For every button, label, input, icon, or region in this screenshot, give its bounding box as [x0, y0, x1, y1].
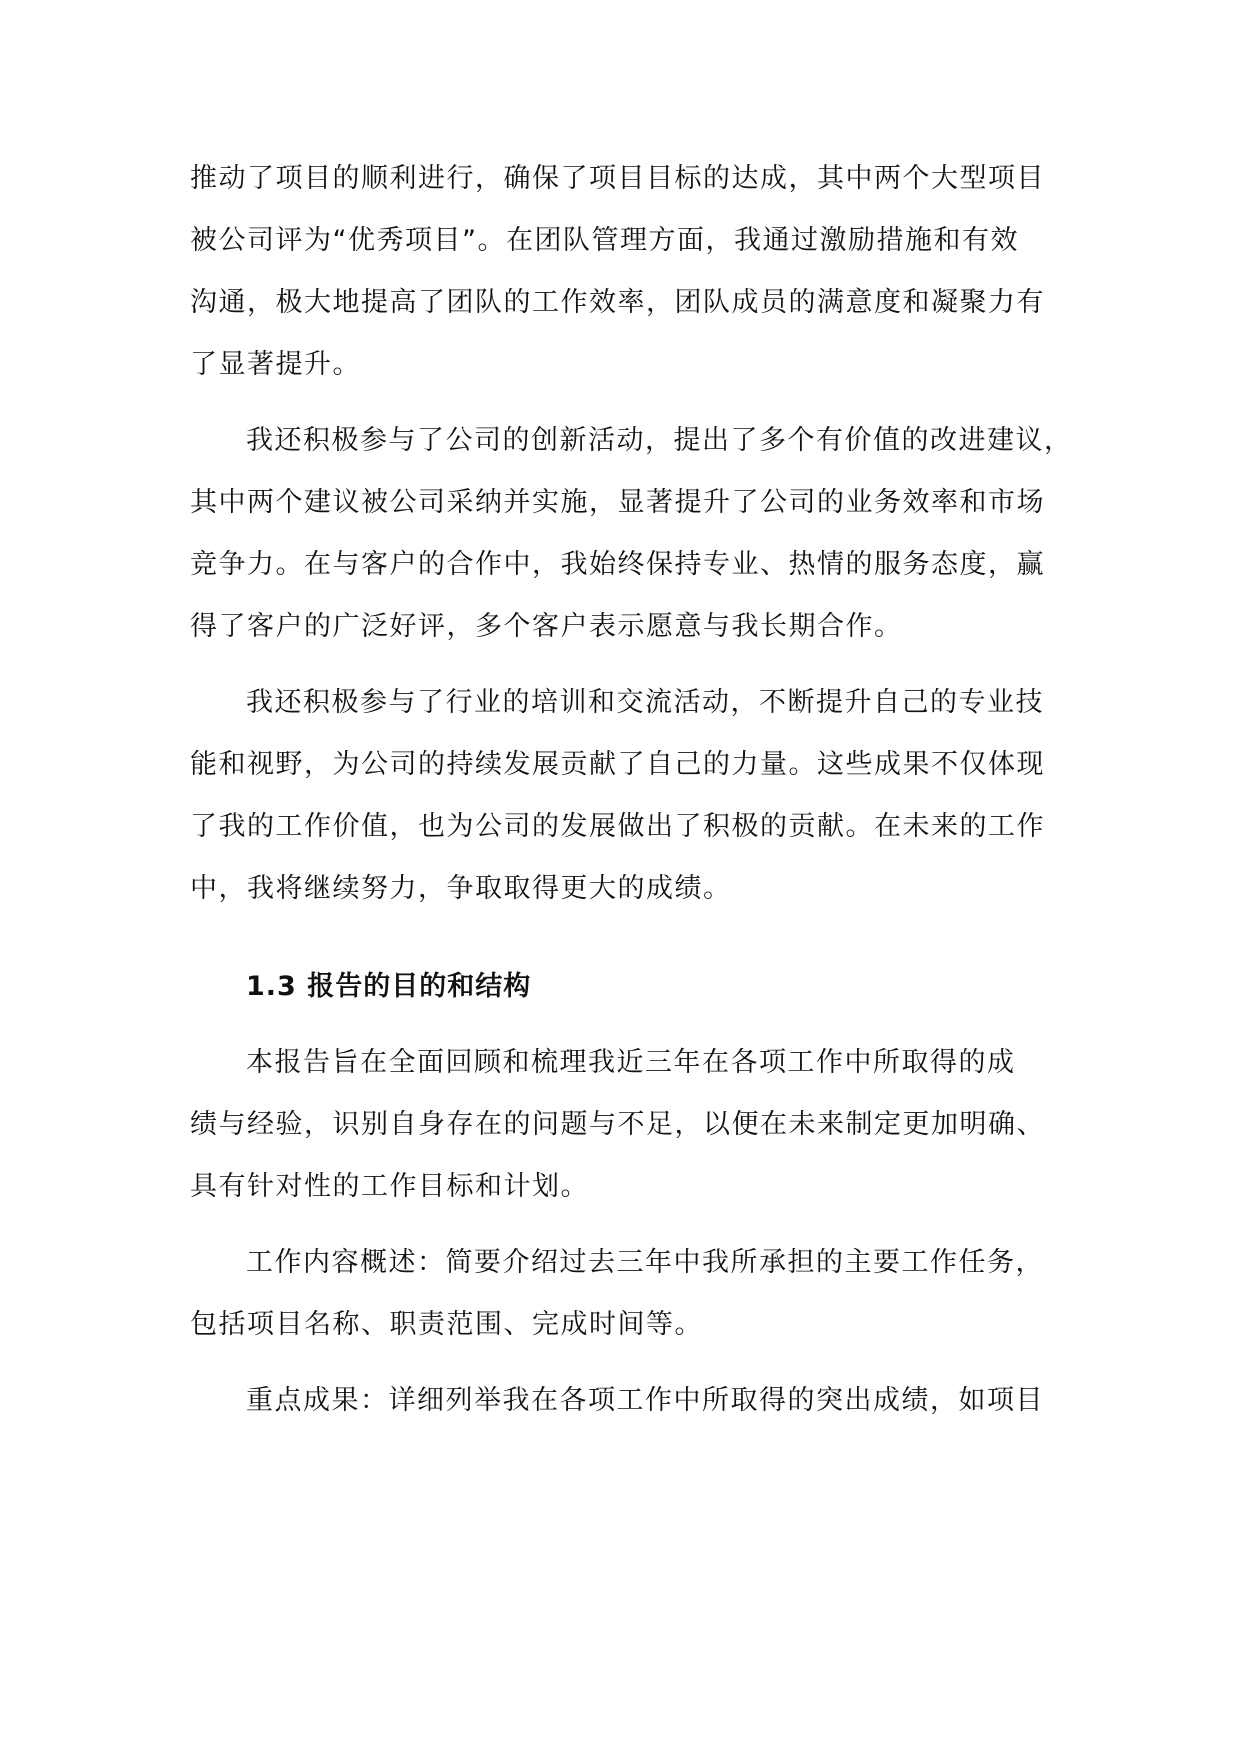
text-line: 竞争力。在与客户的合作中，我始终保持专业、热情的服务态度，赢: [190, 549, 1045, 580]
text-line: 工作内容概述：简要介绍过去三年中我所承担的主要工作任务，: [246, 1247, 1044, 1278]
text-line: 中，我将继续努力，争取取得更大的成绩。: [190, 873, 732, 904]
section-number: 1.3: [246, 971, 297, 1002]
section-heading: [190, 956, 1050, 1018]
text-line: 被公司评为“优秀项目”。在团队管理方面，我通过激励措施和有效: [190, 225, 1019, 256]
paragraph-innovation: [190, 410, 1073, 658]
text-line: 其中两个建议被公司采纳并实施，显著提升了公司的业务效率和市场: [190, 487, 1045, 518]
text-line: 推动了项目的顺利进行，确保了项目目标的达成，其中两个大型项目: [190, 163, 1045, 194]
paragraph-project-management: [190, 148, 1050, 396]
text-line: 了显著提升。: [190, 349, 361, 380]
text-line: 我还积极参与了公司的创新活动，提出了多个有价值的改进建议，: [246, 425, 1073, 456]
text-line: 沟通，极大地提高了团队的工作效率，团队成员的满意度和凝聚力有: [190, 287, 1045, 318]
paragraph-work-overview: [190, 1232, 1050, 1356]
page-body: [190, 148, 1073, 1432]
section-title: 报告的目的和结构: [307, 971, 532, 1002]
text-line: 包括项目名称、职责范围、完成时间等。: [190, 1309, 703, 1340]
text-line: 绩与经验，识别自身存在的问题与不足，以便在未来制定更加明确、: [190, 1109, 1045, 1140]
text-line: 得了客户的广泛好评，多个客户表示愿意与我长期合作。: [190, 611, 903, 642]
paragraph-key-achievements: [190, 1370, 1050, 1432]
text-line: 具有针对性的工作目标和计划。: [190, 1171, 589, 1202]
text-line: 能和视野，为公司的持续发展贡献了自己的力量。这些成果不仅体现: [190, 749, 1045, 780]
text-line: 重点成果：详细列举我在各项工作中所取得的突出成绩，如项目: [246, 1385, 1044, 1416]
text-line: 我还积极参与了行业的培训和交流活动，不断提升自己的专业技: [246, 687, 1044, 718]
text-line: 了我的工作价值，也为公司的发展做出了积极的贡献。在未来的工作: [190, 811, 1045, 842]
paragraph-report-purpose: [190, 1032, 1050, 1218]
text-line: 本报告旨在全面回顾和梳理我近三年在各项工作中所取得的成: [246, 1047, 1016, 1078]
paragraph-training: [190, 672, 1050, 920]
